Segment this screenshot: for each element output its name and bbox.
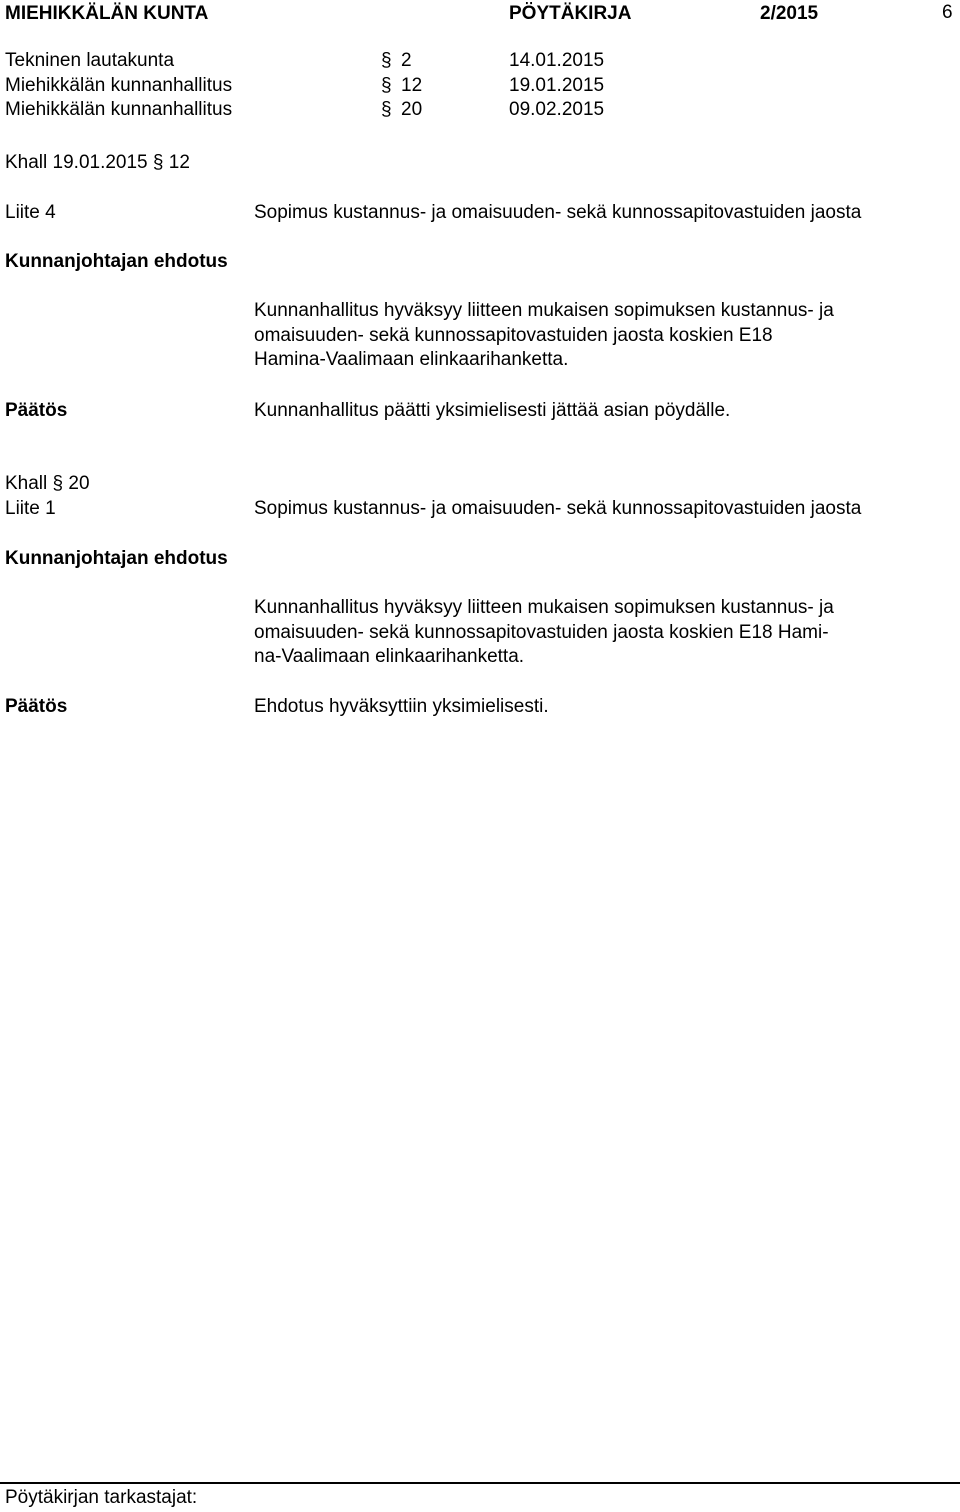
history-body: Miehikkälän kunnanhallitus: [5, 75, 233, 96]
paragraph-line: Hamina-Vaalimaan elinkaarihanketta.: [254, 349, 569, 370]
item2-attachment-label: Liite 1: [5, 498, 56, 519]
signers-label: Pöytäkirjan tarkastajat:: [5, 1487, 198, 1508]
history-date: 19.01.2015: [509, 75, 605, 96]
item1-attachment-title: Sopimus kustannus- ja omaisuuden- sekä kunnossapitovastuiden jaosta: [254, 202, 862, 223]
section-sign: §: [381, 75, 392, 96]
item2-ref-prefix: Khall: [5, 473, 48, 494]
paragraph-line: Kunnanhallitus hyväksyy liitteen mukaisen sopimuksen kustannus- ja: [254, 597, 834, 618]
history-date: 14.01.2015: [509, 50, 605, 71]
history-body: Miehikkälän kunnanhallitus: [5, 99, 233, 120]
history-section: 2: [401, 50, 412, 71]
item2-decision-text: Ehdotus hyväksyttiin yksimielisesti.: [254, 696, 549, 717]
item2-attachment-title: Sopimus kustannus- ja omaisuuden- sekä kunnossapitovastuiden jaosta: [254, 498, 862, 519]
doc-type: PÖYTÄKIRJA: [509, 3, 632, 24]
history-section: 12: [401, 75, 423, 96]
item1-reference: [5, 151, 190, 175]
history-body: Tekninen lautakunta: [5, 50, 175, 71]
item1-proposal-text: [254, 299, 934, 373]
paragraph-line: omaisuuden- sekä kunnossapitovastuiden jaosta koskien E18: [254, 324, 773, 346]
history-date: 09.02.2015: [509, 99, 605, 120]
item2-ref-section: 20: [68, 473, 90, 494]
section-sign: §: [152, 152, 164, 173]
paragraph-line: na-Vaalimaan elinkaarihanketta.: [254, 646, 525, 667]
section-sign: §: [52, 473, 64, 494]
item2-reference: [5, 472, 90, 496]
item1-ref-prefix: Khall 19.01.2015: [5, 152, 148, 173]
item1-proposal-heading: Kunnanjohtajan ehdotus: [5, 251, 228, 272]
item1-ref-section: 12: [168, 152, 190, 173]
history-section: 20: [401, 99, 423, 120]
doc-number: 2/2015: [760, 3, 819, 24]
item1-decision-text: Kunnanhallitus päätti yksimielisesti jättää asian pöydälle.: [254, 400, 731, 421]
paragraph-line: Kunnanhallitus hyväksyy liitteen mukaisen sopimuksen kustannus- ja: [254, 300, 834, 321]
item2-proposal-heading: Kunnanjohtajan ehdotus: [5, 548, 228, 569]
item2-proposal-text: [254, 596, 934, 670]
section-sign: §: [381, 99, 392, 120]
item1-attachment-label: Liite 4: [5, 202, 56, 223]
section-sign: §: [381, 50, 392, 71]
paragraph-line: omaisuuden- sekä kunnossapitovastuiden jaosta koskien E18 Hami-: [254, 621, 829, 643]
item2-decision-heading: Päätös: [5, 696, 68, 717]
footer-rule: [0, 1482, 960, 1484]
page-number: 6: [942, 2, 953, 23]
org-name: MIEHIKKÄLÄN KUNTA: [5, 3, 209, 24]
item1-decision-heading: Päätös: [5, 400, 68, 421]
